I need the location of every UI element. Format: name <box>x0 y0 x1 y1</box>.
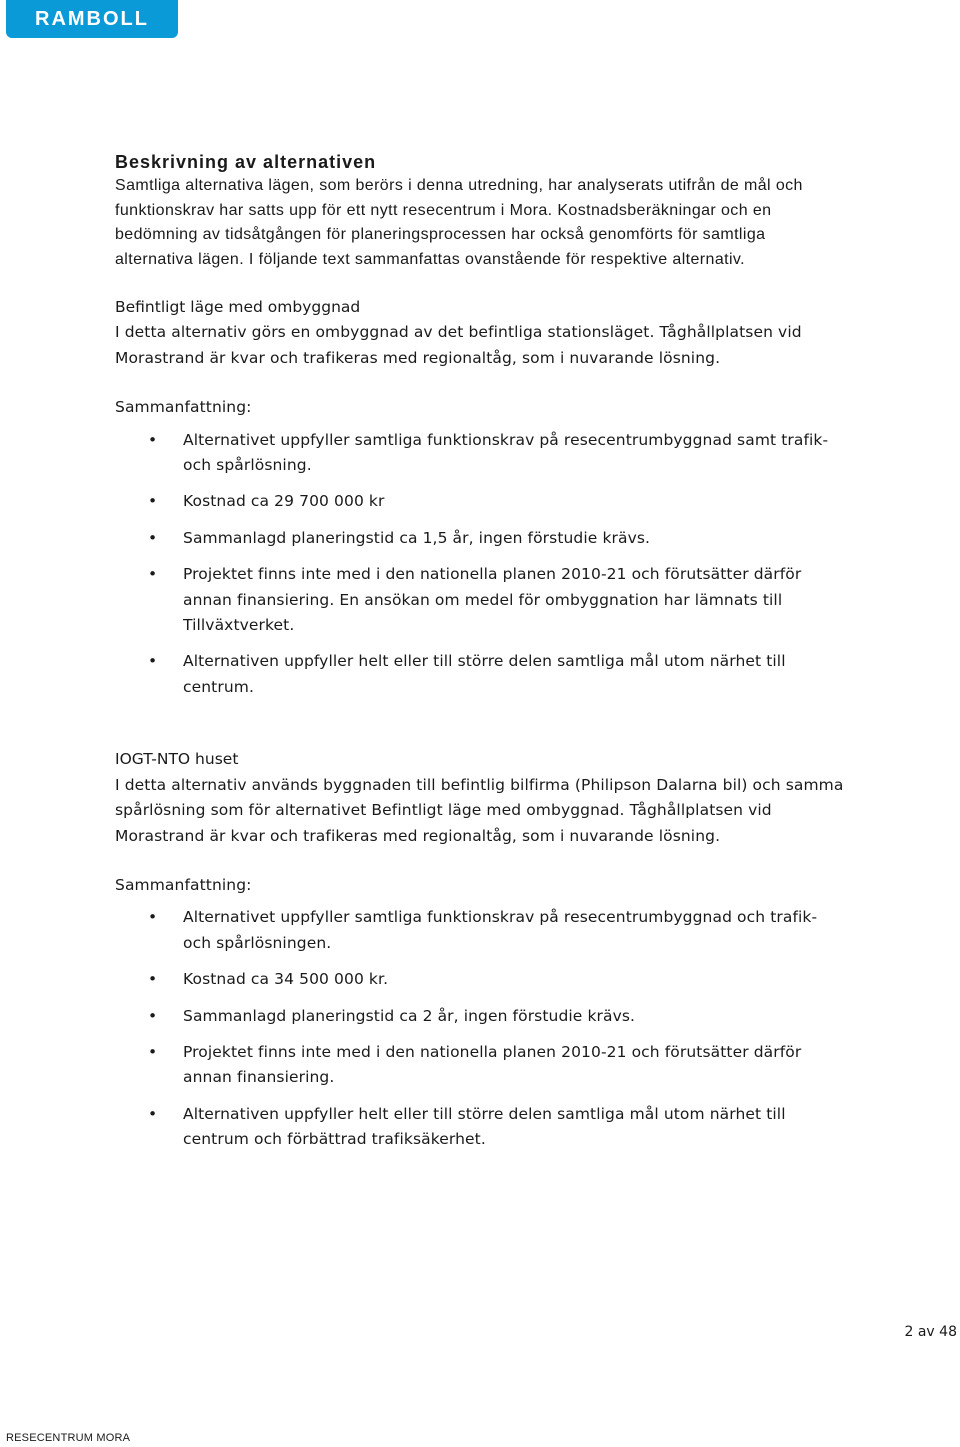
section-heading: Beskrivning av alternativen <box>115 152 377 172</box>
list-item: • Alternativet uppfyller samtliga funktionskrav på resecentrumbyggnad samt trafik- och spårlösning. <box>115 428 845 479</box>
logo-text: RAMBOLL <box>35 7 149 30</box>
alternative-title: IOGT-NTO huset <box>115 750 239 769</box>
summary-list <box>115 428 845 701</box>
list-item: • Sammanlagd planeringstid ca 2 år, ingen förstudie krävs. <box>115 1004 845 1029</box>
intro-paragraph: Samtliga alternativa lägen, som berörs i denna utredning, har analyserats utifrån de mål och funktionskrav har satts upp för ett nytt resecentrum i Mora. Kostnadsberäkningar och en bedömning av tidsåtgången för planeringsprocessen har också genomförts för samtliga alternativa lägen. I följande text sammanfattas ovanstående för respektive alternativ. <box>115 177 803 268</box>
alternative-description: I detta alternativ används byggnaden till befintlig bilfirma (Philipson Dalarna bil) och samma spårlösning som för alternativet Befintligt läge med ombyggnad. Tåghållplatsen vid Morastrand är kvar och trafikeras med regionaltåg, som i nuvarande lösning. <box>115 775 844 845</box>
alternative-description: I detta alternativ görs en ombyggnad av det befintliga stationsläget. Tåghållplatsen vid Morastrand är kvar och trafikeras med regionaltåg, som i nuvarande lösning. <box>115 323 802 367</box>
list-item: • Sammanlagd planeringstid ca 1,5 år, ingen förstudie krävs. <box>115 526 845 551</box>
list-item: • Alternativen uppfyller helt eller till större delen samtliga mål utom närhet till centrum. <box>115 649 845 700</box>
summary-label: Sammanfattning: <box>115 398 252 417</box>
alternative-iogt-nto <box>115 747 845 1152</box>
page-number: 2 av 48 <box>904 1324 957 1340</box>
alternative-title: Befintligt läge med ombyggnad <box>115 298 361 316</box>
ramboll-logo <box>6 0 178 38</box>
list-item: • Alternativen uppfyller helt eller till större delen samtliga mål utom närhet till centrum och förbättrad trafiksäkerhet. <box>115 1102 845 1153</box>
document-body <box>115 150 845 1153</box>
list-item: • Kostnad ca 34 500 000 kr. <box>115 967 845 992</box>
list-item: • Kostnad ca 29 700 000 kr <box>115 489 845 514</box>
document-name: RESECENTRUM MORA <box>6 1432 131 1444</box>
summary-list <box>115 905 845 1152</box>
list-item: • Projektet finns inte med i den nationella planen 2010-21 och förutsätter därför annan finansiering. En ansökan om medel för ombyggnation har lämnats till Tillväxtverket. <box>115 562 845 638</box>
list-item: • Projektet finns inte med i den nationella planen 2010-21 och förutsätter därför annan finansiering. <box>115 1040 845 1091</box>
list-item: • Alternativet uppfyller samtliga funktionskrav på resecentrumbyggnad och trafik- och spårlösningen. <box>115 905 845 956</box>
alternative-befintligt <box>115 295 845 700</box>
summary-label: Sammanfattning: <box>115 875 252 894</box>
